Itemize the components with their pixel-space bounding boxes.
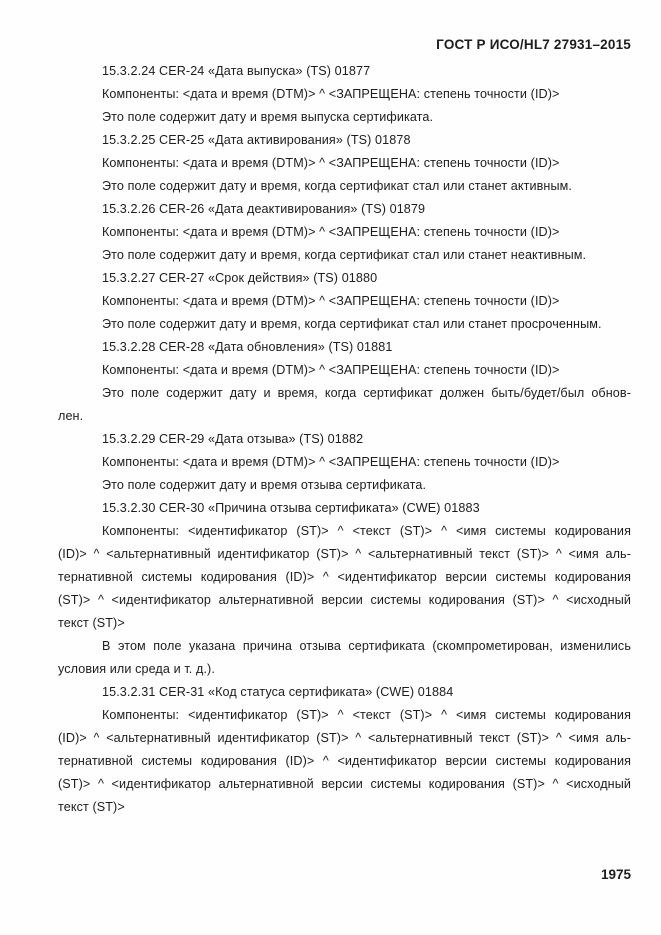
paragraph-line: условия или среда и т. д.). <box>58 662 215 676</box>
paragraph-line: 15.3.2.24 CER-24 «Дата выпуска» (TS) 01877 <box>102 64 371 78</box>
paragraph-line: Компоненты: <дата и время (DTM)> ^ <ЗАПРЕЩЕНА: степень точности (ID)> <box>102 455 560 469</box>
paragraph-line: Компоненты: <идентификатор (ST)> ^ <текст (ST)> ^ <имя системы кодирования <box>102 524 631 538</box>
paragraph-line: Компоненты: <дата и время (DTM)> ^ <ЗАПРЕЩЕНА: степень точности (ID)> <box>102 87 560 101</box>
paragraph-line: тернативной системы кодирования (ID)> ^ <идентификатор версии системы кодирования <box>58 570 631 584</box>
paragraph-line: Компоненты: <идентификатор (ST)> ^ <текст (ST)> ^ <имя системы кодирования <box>102 708 631 722</box>
paragraph-line: 15.3.2.29 CER-29 «Дата отзыва» (TS) 01882 <box>102 432 364 446</box>
paragraph-line: Это поле содержит дату и время, когда сертификат стал или станет неактивным. <box>102 248 587 262</box>
paragraph-line: 15.3.2.30 CER-30 «Причина отзыва сертификата» (CWE) 01883 <box>102 501 480 515</box>
paragraph-line: 15.3.2.31 CER-31 «Код статуса сертификата» (CWE) 01884 <box>102 685 454 699</box>
paragraph-line: 15.3.2.26 CER-26 «Дата деактивирования» (TS) 01879 <box>102 202 426 216</box>
paragraph-line: Это поле содержит дату и время выпуска сертификата. <box>102 110 434 124</box>
paragraph-line: В этом поле указана причина отзыва сертификата (скомпрометирован, изменились <box>102 639 631 653</box>
paragraph-line: Это поле содержит дату и время отзыва сертификата. <box>102 478 427 492</box>
paragraph-line: (ST)> ^ <идентификатор альтернативной версии системы кодирования (ST)> ^ <исходный <box>58 593 631 607</box>
paragraph-line: Компоненты: <дата и время (DTM)> ^ <ЗАПРЕЩЕНА: степень точности (ID)> <box>102 156 560 170</box>
paragraph-line: текст (ST)> <box>58 800 125 814</box>
document-body <box>58 60 631 819</box>
paragraph-line: (ST)> ^ <идентификатор альтернативной версии системы кодирования (ST)> ^ <исходный <box>58 777 631 791</box>
paragraph-line: Это поле содержит дату и время, когда сертификат должен быть/будет/был обнов- <box>102 386 631 400</box>
paragraph-line: Компоненты: <дата и время (DTM)> ^ <ЗАПРЕЩЕНА: степень точности (ID)> <box>102 294 560 308</box>
paragraph-line: Компоненты: <дата и время (DTM)> ^ <ЗАПРЕЩЕНА: степень точности (ID)> <box>102 363 560 377</box>
paragraph-line: 15.3.2.27 CER-27 «Срок действия» (TS) 01880 <box>102 271 378 285</box>
page-number: 1975 <box>600 867 631 882</box>
paragraph-line: текст (ST)> <box>58 616 125 630</box>
paragraph-line: (ID)> ^ <альтернативный идентификатор (ST)> ^ <альтернативный текст (ST)> ^ <имя аль- <box>58 731 631 745</box>
paragraph-line: 15.3.2.25 CER-25 «Дата активирования» (TS) 01878 <box>102 133 411 147</box>
paragraph-line: (ID)> ^ <альтернативный идентификатор (ST)> ^ <альтернативный текст (ST)> ^ <имя аль- <box>58 547 631 561</box>
document-header-title: ГОСТ Р ИСО/HL7 27931–2015 <box>436 37 631 52</box>
paragraph-line: Это поле содержит дату и время, когда сертификат стал или станет просроченным. <box>102 317 602 331</box>
paragraph-line: лен. <box>58 409 84 423</box>
paragraph-line: Компоненты: <дата и время (DTM)> ^ <ЗАПРЕЩЕНА: степень точности (ID)> <box>102 225 560 239</box>
paragraph-line: Это поле содержит дату и время, когда сертификат стал или станет активным. <box>102 179 572 193</box>
paragraph-line: тернативной системы кодирования (ID)> ^ <идентификатор версии системы кодирования <box>58 754 631 768</box>
paragraph-line: 15.3.2.28 CER-28 «Дата обновления» (TS) 01881 <box>102 340 393 354</box>
